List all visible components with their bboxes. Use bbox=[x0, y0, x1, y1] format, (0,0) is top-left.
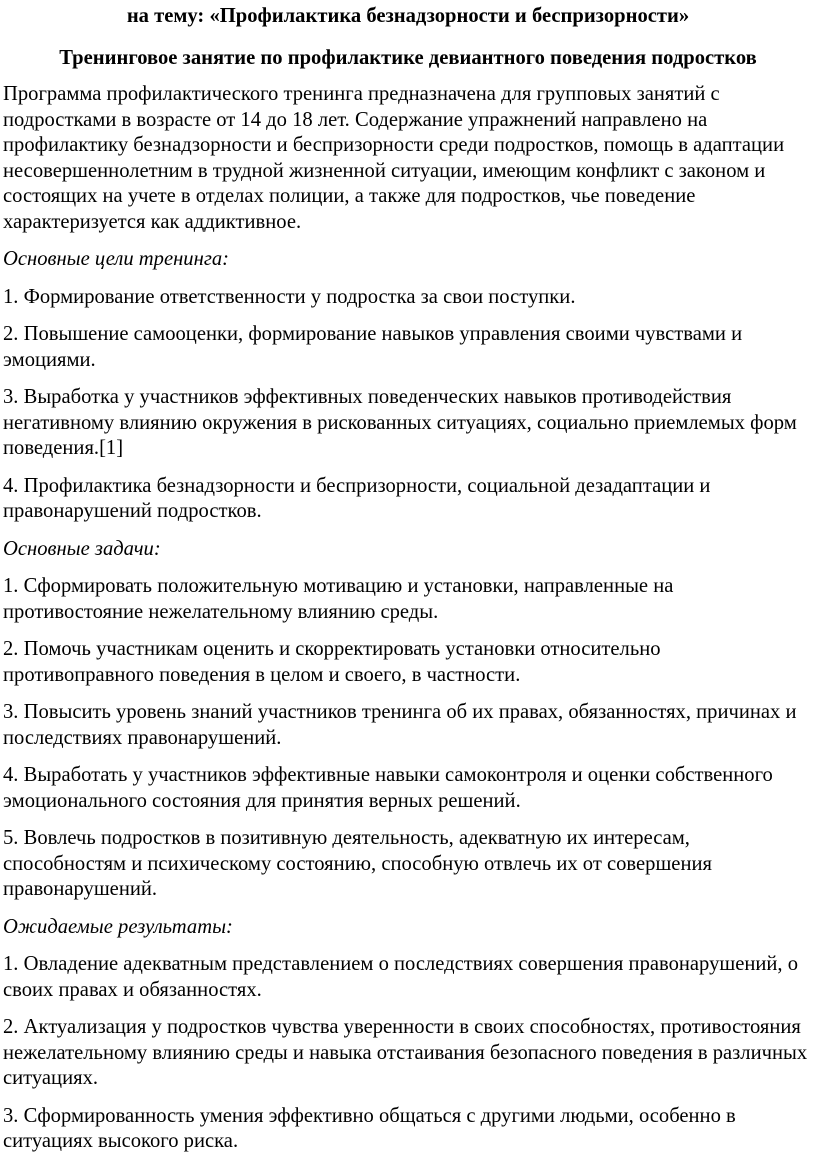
task-item: 1. Сформировать положительную мотивацию и установки, направленные на противостояние нежелательному влиянию среды. bbox=[3, 575, 674, 623]
task-item: 2. Помочь участникам оценить и скорректировать установки относительно противоправного поведения в целом и своего, в частности. bbox=[3, 638, 661, 686]
document-title: на тему: «Профилактика безнадзорности и беспризорности» bbox=[126, 5, 690, 27]
goal-item: 1. Формирование ответственности у подростка за свои поступки. bbox=[3, 285, 576, 308]
task-item: 4. Выработать у участников эффективные навыки самоконтроля и оценки собственного эмоционального состояния для принятия верных решений. bbox=[3, 764, 773, 812]
task-item: 5. Вовлечь подростков в позитивную деятельность, адекватную их интересам, способностям и психическому состоянию, способную отвлечь их от совершения правонарушений. bbox=[3, 827, 712, 900]
task-item: 3. Повысить уровень знаний участников тренинга об их правах, обязанностях, причинах и последствиях правонарушений. bbox=[3, 701, 797, 749]
goal-item: 3. Выработка у участников эффективных поведенческих навыков противодействия негативному влиянию окружения в рискованных ситуациях, социально приемлемых форм поведения.[1] bbox=[3, 386, 797, 459]
goals-heading: Основные цели тренинга: bbox=[3, 248, 230, 270]
document-subtitle: Тренинговое занятие по профилактике девиантного поведения подростков bbox=[59, 47, 757, 69]
goal-item: 4. Профилактика безнадзорности и беспризорности, социальной дезадаптации и правонарушений подростков. bbox=[3, 474, 711, 522]
result-item: 2. Актуализация у подростков чувства уверенности в своих способностях, противостояния нежелательному влиянию среды и навыка отстаивания безопасного поведения в различных ситуациях. bbox=[3, 1016, 808, 1089]
result-item: 1. Овладение адекватным представлением о последствиях совершения правонарушений, о своих правах и обязанностях. bbox=[3, 953, 799, 1001]
result-item: 3. Сформированность умения эффективно общаться с другими людьми, особенно в ситуациях высокого риска. bbox=[3, 1104, 736, 1152]
tasks-heading: Основные задачи: bbox=[3, 537, 161, 560]
results-heading: Ожидаемые результаты: bbox=[3, 915, 233, 938]
goal-item: 2. Повышение самооценки, формирование навыков управления своими чувствами и эмоциями. bbox=[3, 323, 743, 371]
intro-paragraph: Программа профилактического тренинга предназначена для групповых занятий с подростками в возрасте от 14 до 18 лет. Содержание упражнений направлено на профилактику безнадзорности и беспризорности среди подростков, помощь в адаптации несовершеннолетним в трудной жизненной ситуации, имеющим конфликт с законом и состоящих на учете в отделах полиции, а также для подростков, чье поведение характеризуется как аддиктивное. bbox=[3, 83, 785, 233]
